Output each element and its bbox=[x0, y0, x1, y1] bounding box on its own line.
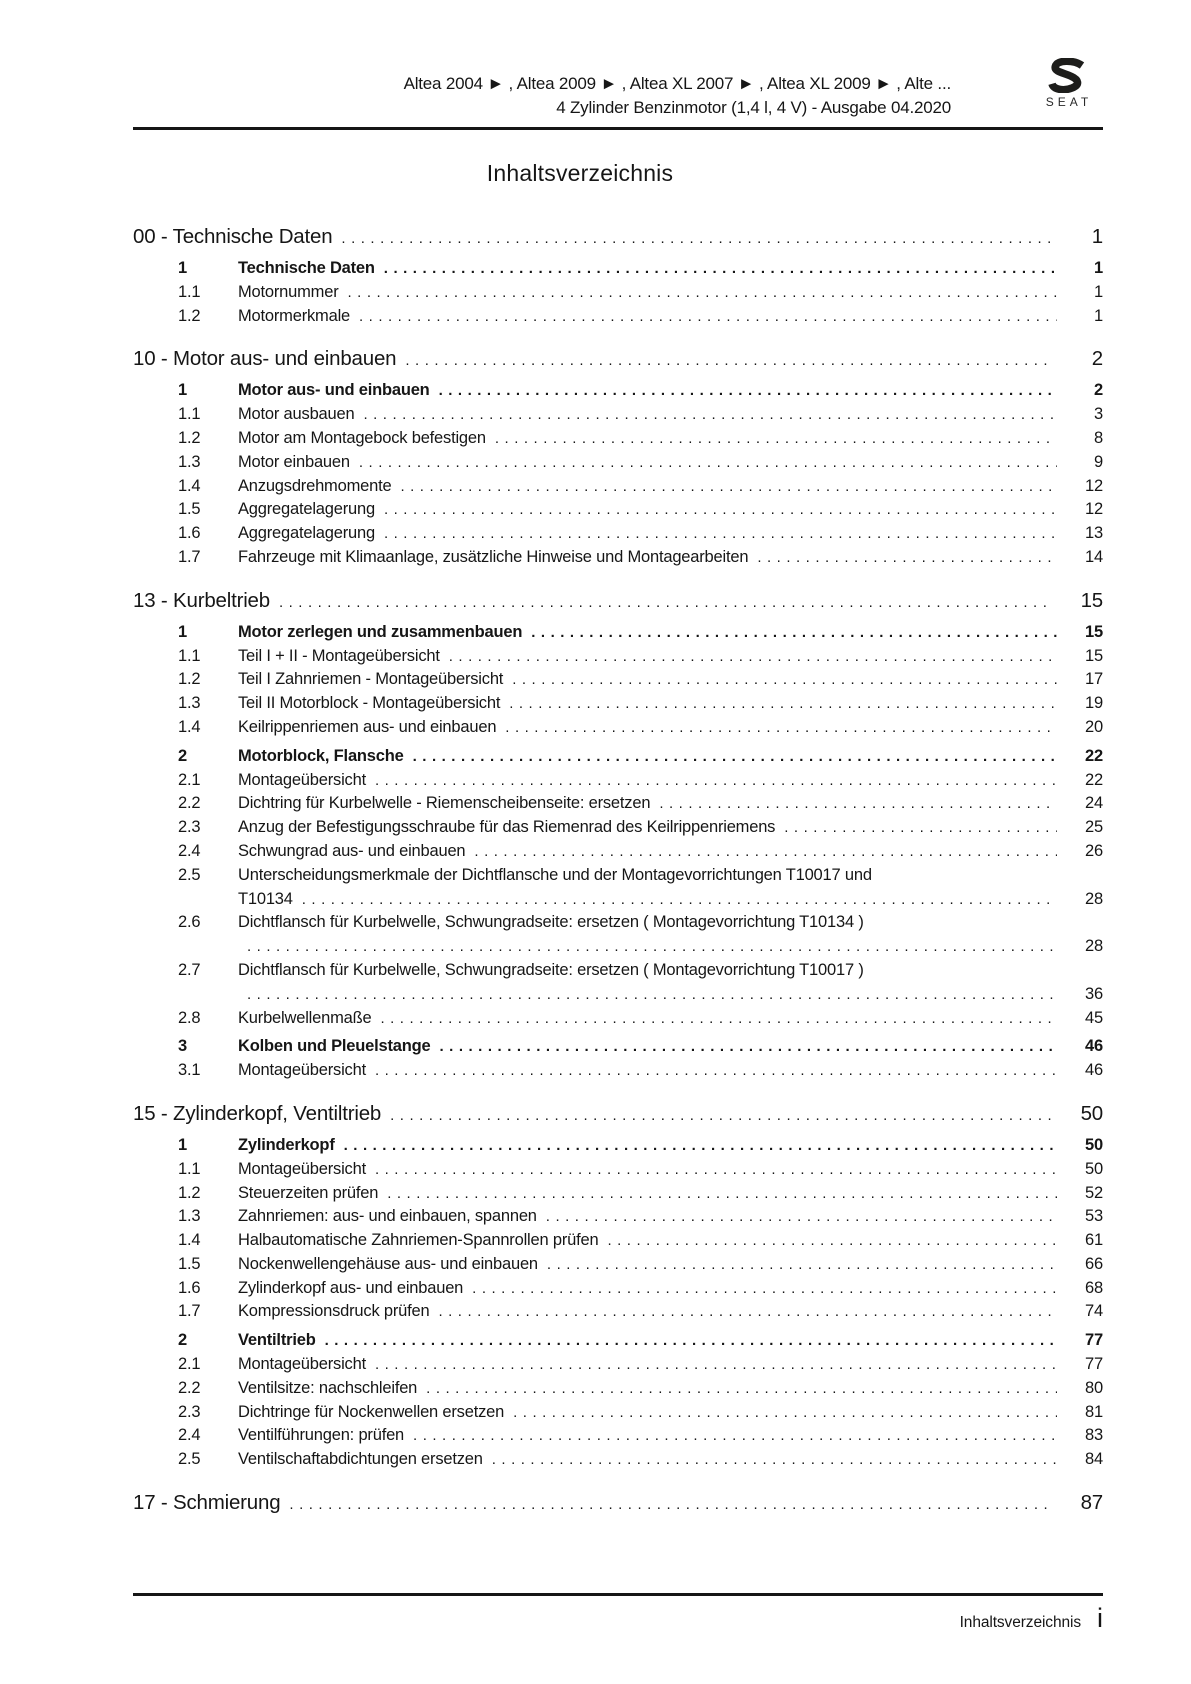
toc-entry-label: Teil I + II - Montageübersicht bbox=[238, 646, 440, 665]
toc-entry-number: 1 bbox=[178, 381, 187, 400]
toc-entry-number: 2.2 bbox=[178, 1378, 201, 1397]
toc-entry-label: Zylinderkopf bbox=[238, 1135, 335, 1154]
table-of-contents bbox=[133, 223, 1103, 1518]
dot-leader bbox=[390, 1100, 1051, 1129]
toc-entry[interactable] bbox=[133, 1035, 1103, 1059]
toc-entry-label: Keilrippenriemen aus- und einbauen bbox=[238, 717, 497, 736]
dot-leader bbox=[531, 621, 1057, 645]
toc-entry-page: 1 bbox=[1094, 259, 1103, 277]
toc-entry-number: 2.6 bbox=[178, 913, 201, 932]
toc-entry-page: 8 bbox=[1094, 428, 1103, 447]
toc-entry-label: Montageübersicht bbox=[238, 1159, 366, 1178]
dot-leader bbox=[474, 840, 1057, 864]
toc-entry[interactable] bbox=[133, 1277, 1103, 1301]
dot-leader bbox=[363, 403, 1057, 427]
toc-entry[interactable] bbox=[133, 911, 1103, 935]
toc-entry[interactable] bbox=[133, 1182, 1103, 1206]
toc-entry-label: Dichtring für Kurbelwelle - Riemenscheibenseite: ersetzen bbox=[238, 794, 651, 813]
toc-entry[interactable] bbox=[133, 1253, 1103, 1277]
toc-entry-number: 3.1 bbox=[178, 1061, 201, 1080]
toc-entry-number: 2.1 bbox=[178, 770, 201, 789]
toc-entry-label: Montageübersicht bbox=[238, 1355, 366, 1374]
toc-entry-page: 19 bbox=[1085, 694, 1103, 713]
toc-entry[interactable] bbox=[133, 816, 1103, 840]
toc-entry-label: Ventilsitze: nachschleifen bbox=[238, 1378, 418, 1397]
toc-entry-continuation[interactable] bbox=[133, 888, 1103, 912]
toc-entry-label: Dichtflansch für Kurbelwelle, Schwungradseite: ersetzen ( Montagevorrichtung T10134 ) bbox=[238, 913, 864, 932]
toc-entry-number: 1.4 bbox=[178, 476, 201, 495]
header-rule bbox=[133, 127, 1103, 130]
dot-leader bbox=[513, 1401, 1057, 1425]
toc-entry[interactable] bbox=[133, 1424, 1103, 1448]
toc-entry-page: 50 bbox=[1085, 1135, 1103, 1154]
toc-section-label: 17 - Schmierung bbox=[133, 1491, 281, 1515]
dot-leader bbox=[472, 1277, 1057, 1301]
dot-leader bbox=[341, 223, 1051, 252]
dot-leader bbox=[302, 888, 1057, 912]
toc-entry-number: 1.1 bbox=[178, 1159, 201, 1178]
toc-entry-number: 2.3 bbox=[178, 1402, 201, 1421]
toc-entry-page: 22 bbox=[1085, 770, 1103, 789]
toc-entry-page: 52 bbox=[1085, 1183, 1103, 1202]
toc-entry-page: 36 bbox=[1085, 984, 1103, 1003]
toc-entry[interactable] bbox=[133, 1059, 1103, 1083]
dot-leader bbox=[387, 1182, 1057, 1206]
toc-entry-label: Halbautomatische Zahnriemen-Spannrollen prüfen bbox=[238, 1231, 599, 1250]
toc-entry-page: 1 bbox=[1094, 306, 1103, 325]
toc-entry[interactable] bbox=[133, 668, 1103, 692]
dot-leader bbox=[375, 769, 1057, 793]
toc-entry[interactable] bbox=[133, 959, 1103, 983]
toc-entry-label: Motornummer bbox=[238, 282, 339, 301]
toc-entry[interactable] bbox=[133, 1448, 1103, 1472]
header-models-line: Altea 2004 ► , Altea 2009 ► , Altea XL 2007 ► , Altea XL 2009 ► , Alte ... bbox=[403, 74, 951, 93]
toc-entry-label: Kolben und Pleuelstange bbox=[238, 1037, 431, 1056]
toc-entry-page: 83 bbox=[1085, 1426, 1103, 1445]
toc-entry-number: 2.1 bbox=[178, 1355, 201, 1374]
toc-entry-page: 20 bbox=[1085, 717, 1103, 736]
toc-entry-label: Anzugsdrehmomente bbox=[238, 476, 392, 495]
dot-leader bbox=[405, 345, 1051, 374]
toc-entry[interactable] bbox=[133, 1300, 1103, 1324]
toc-entry[interactable] bbox=[133, 745, 1103, 769]
toc-entry[interactable] bbox=[133, 451, 1103, 475]
dot-leader bbox=[375, 1353, 1057, 1377]
toc-section-page: 15 bbox=[1080, 588, 1103, 612]
toc-entry-label: Zahnriemen: aus- und einbauen, spannen bbox=[238, 1207, 537, 1226]
toc-entry-label: Teil II Motorblock - Montageübersicht bbox=[238, 694, 501, 713]
toc-entry-label: Dichtringe für Nockenwellen ersetzen bbox=[238, 1402, 505, 1421]
toc-entry-label: Nockenwellengehäuse aus- und einbauen bbox=[238, 1254, 538, 1273]
toc-entry[interactable] bbox=[133, 1134, 1103, 1158]
toc-entry-page: 26 bbox=[1085, 841, 1103, 860]
toc-entry-label: Motorblock, Flansche bbox=[238, 746, 404, 765]
toc-entry-number: 1.3 bbox=[178, 1207, 201, 1226]
toc-entry[interactable] bbox=[133, 305, 1103, 329]
toc-entry-number: 1 bbox=[178, 1135, 187, 1154]
toc-entry-number: 1.6 bbox=[178, 1278, 201, 1297]
toc-entry-number: 1.4 bbox=[178, 1231, 201, 1250]
dot-leader bbox=[509, 692, 1057, 716]
header-subtitle-line: 4 Zylinder Benzinmotor (1,4 l, 4 V) - Ausgabe 04.2020 bbox=[556, 98, 951, 117]
toc-entry[interactable] bbox=[133, 498, 1103, 522]
dot-leader bbox=[512, 668, 1057, 692]
toc-entry-number: 1.3 bbox=[178, 694, 201, 713]
dot-leader bbox=[659, 792, 1057, 816]
dot-leader bbox=[359, 305, 1057, 329]
toc-entry[interactable] bbox=[133, 546, 1103, 570]
toc-entry-number: 2.4 bbox=[178, 1426, 201, 1445]
dot-leader bbox=[505, 716, 1057, 740]
dot-leader bbox=[439, 379, 1057, 403]
toc-entry-number: 2 bbox=[178, 1331, 187, 1350]
toc-entry[interactable] bbox=[133, 645, 1103, 669]
seat-wordmark: SEAT bbox=[1045, 95, 1093, 109]
toc-entry[interactable] bbox=[133, 1329, 1103, 1353]
dot-leader bbox=[426, 1377, 1057, 1401]
toc-entry-number: 1.2 bbox=[178, 1183, 201, 1202]
toc-entry-label: Schwungrad aus- und einbauen bbox=[238, 841, 466, 860]
dot-leader bbox=[607, 1229, 1057, 1253]
toc-entry-label: Aggregatelagerung bbox=[238, 524, 375, 543]
dot-leader bbox=[449, 645, 1057, 669]
toc-entry-label: Kompressionsdruck prüfen bbox=[238, 1302, 430, 1321]
dot-leader bbox=[438, 1300, 1057, 1324]
toc-entry-label-continued: T10134 bbox=[238, 889, 293, 908]
toc-section-page: 1 bbox=[1091, 225, 1103, 248]
footer-page-number: i bbox=[1097, 1603, 1103, 1633]
dot-leader bbox=[247, 983, 1057, 1007]
toc-entry-label: Dichtflansch für Kurbelwelle, Schwungradseite: ersetzen ( Montagevorrichtung T10017 ) bbox=[238, 960, 864, 979]
dot-leader bbox=[247, 935, 1057, 959]
toc-entry-page: 74 bbox=[1085, 1302, 1103, 1321]
toc-section-label: 10 - Motor aus- und einbauen bbox=[133, 347, 397, 371]
toc-entry-label: Montageübersicht bbox=[238, 1061, 366, 1080]
toc-entry-page: 2 bbox=[1094, 381, 1103, 400]
toc-entry[interactable] bbox=[133, 427, 1103, 451]
dot-leader bbox=[289, 1489, 1051, 1518]
toc-entry-number: 1.7 bbox=[178, 1302, 201, 1321]
toc-entry-number: 1.2 bbox=[178, 306, 201, 325]
dot-leader bbox=[413, 1424, 1057, 1448]
toc-entry-number: 2.8 bbox=[178, 1008, 201, 1027]
toc-section-page: 2 bbox=[1091, 347, 1103, 371]
toc-entry-label: Anzug der Befestigungsschraube für das Riemenrad des Keilrippenriemens bbox=[238, 818, 776, 837]
toc-entry-label: Ventilschaftabdichtungen ersetzen bbox=[238, 1450, 483, 1469]
toc-entry[interactable] bbox=[133, 621, 1103, 645]
toc-entry-page: 50 bbox=[1085, 1159, 1103, 1178]
toc-section-heading[interactable] bbox=[133, 587, 1103, 616]
toc-entry[interactable] bbox=[133, 864, 1103, 888]
toc-entry-number: 1 bbox=[178, 622, 187, 641]
toc-entry-page: 3 bbox=[1094, 405, 1103, 424]
toc-entry-page: 12 bbox=[1085, 500, 1103, 519]
toc-entry[interactable] bbox=[133, 1007, 1103, 1031]
toc-entry-label: Steuerzeiten prüfen bbox=[238, 1183, 379, 1202]
toc-section-page: 87 bbox=[1080, 1491, 1103, 1515]
toc-entry[interactable] bbox=[133, 692, 1103, 716]
header-text-block bbox=[133, 0, 1103, 120]
dot-leader bbox=[359, 451, 1057, 475]
toc-entry-page: 28 bbox=[1085, 937, 1103, 956]
dot-leader bbox=[344, 1134, 1057, 1158]
toc-section-heading[interactable] bbox=[133, 1100, 1103, 1129]
toc-entry-label: Aggregatelagerung bbox=[238, 500, 375, 519]
toc-entry[interactable] bbox=[133, 522, 1103, 546]
toc-entry-number: 2.4 bbox=[178, 841, 201, 860]
toc-entry-number: 1.7 bbox=[178, 547, 201, 566]
toc-entry-page: 13 bbox=[1085, 524, 1103, 543]
toc-entry-number: 2.5 bbox=[178, 1450, 201, 1469]
toc-section-label: 13 - Kurbeltrieb bbox=[133, 588, 270, 612]
toc-entry-continuation[interactable] bbox=[133, 935, 1103, 959]
toc-entry-page: 24 bbox=[1085, 794, 1103, 813]
dot-leader bbox=[547, 1253, 1057, 1277]
toc-entry-number: 1.1 bbox=[178, 405, 201, 424]
toc-entry-label: Technische Daten bbox=[238, 259, 375, 277]
toc-entry-page: 17 bbox=[1085, 670, 1103, 689]
toc-entry-label: Motor einbauen bbox=[238, 452, 350, 471]
page-header bbox=[0, 0, 1191, 130]
dot-leader bbox=[495, 427, 1057, 451]
toc-entry-number: 1.5 bbox=[178, 500, 201, 519]
toc-entry[interactable] bbox=[133, 769, 1103, 793]
toc-entry-page: 45 bbox=[1085, 1008, 1103, 1027]
footer-rule bbox=[133, 1593, 1103, 1596]
toc-entry-label: Ventiltrieb bbox=[238, 1331, 316, 1350]
dot-leader bbox=[757, 546, 1057, 570]
toc-entry[interactable] bbox=[133, 475, 1103, 499]
toc-entry-label: Teil I Zahnriemen - Montageübersicht bbox=[238, 670, 504, 689]
toc-entry-page: 22 bbox=[1085, 746, 1103, 765]
toc-entry[interactable] bbox=[133, 1401, 1103, 1425]
footer-label: Inhaltsverzeichnis bbox=[959, 1614, 1081, 1631]
dot-leader bbox=[546, 1205, 1057, 1229]
toc-entry-label: Montageübersicht bbox=[238, 770, 366, 789]
toc-section-label: 00 - Technische Daten bbox=[133, 225, 333, 248]
toc-entry-page: 68 bbox=[1085, 1278, 1103, 1297]
toc-entry-page: 53 bbox=[1085, 1207, 1103, 1226]
toc-entry-number: 2.7 bbox=[178, 960, 201, 979]
toc-entry-number: 2.2 bbox=[178, 794, 201, 813]
toc-entry-label: Fahrzeuge mit Klimaanlage, zusätzliche Hinweise und Montagearbeiten bbox=[238, 547, 749, 566]
toc-entry-number: 1.4 bbox=[178, 717, 201, 736]
toc-section-heading[interactable] bbox=[133, 345, 1103, 374]
toc-entry-number: 1.6 bbox=[178, 524, 201, 543]
dot-leader bbox=[348, 281, 1058, 305]
toc-entry[interactable] bbox=[133, 1229, 1103, 1253]
seat-s-icon bbox=[1035, 58, 1099, 93]
toc-entry-number: 2 bbox=[178, 746, 187, 765]
toc-entry[interactable] bbox=[133, 792, 1103, 816]
toc-entry-number: 1.3 bbox=[178, 452, 201, 471]
toc-entry[interactable] bbox=[133, 379, 1103, 403]
toc-entry-page: 84 bbox=[1085, 1450, 1103, 1469]
toc-section-heading[interactable] bbox=[133, 1489, 1103, 1518]
toc-entry-label: Motor zerlegen und zusammenbauen bbox=[238, 622, 523, 641]
toc-entry-number: 1 bbox=[178, 259, 187, 277]
toc-entry-label: Motormerkmale bbox=[238, 306, 351, 325]
toc-entry-number: 1.5 bbox=[178, 1254, 201, 1273]
toc-entry-page: 15 bbox=[1085, 646, 1103, 665]
toc-entry-label: Zylinderkopf aus- und einbauen bbox=[238, 1278, 464, 1297]
seat-logo bbox=[1035, 58, 1099, 109]
dot-leader bbox=[375, 1059, 1057, 1083]
toc-entry[interactable] bbox=[133, 1377, 1103, 1401]
dot-leader bbox=[380, 1007, 1057, 1031]
toc-entry[interactable] bbox=[133, 281, 1103, 305]
toc-entry-page: 25 bbox=[1085, 818, 1103, 837]
toc-entry[interactable] bbox=[133, 1158, 1103, 1182]
dot-leader bbox=[384, 257, 1057, 281]
toc-entry[interactable] bbox=[133, 1353, 1103, 1377]
toc-entry[interactable] bbox=[133, 840, 1103, 864]
toc-entry-page: 15 bbox=[1085, 622, 1103, 641]
dot-leader bbox=[384, 522, 1057, 546]
toc-entry-label: Motor aus- und einbauen bbox=[238, 381, 430, 400]
dot-leader bbox=[492, 1448, 1057, 1472]
dot-leader bbox=[413, 745, 1057, 769]
toc-entry[interactable] bbox=[133, 1205, 1103, 1229]
toc-entry-page: 1 bbox=[1094, 282, 1103, 301]
toc-entry-page: 46 bbox=[1085, 1061, 1103, 1080]
toc-entry-number: 1.1 bbox=[178, 282, 201, 301]
toc-entry-label: Motor am Montagebock befestigen bbox=[238, 428, 486, 447]
toc-entry-label: Motor ausbauen bbox=[238, 405, 355, 424]
toc-section-heading[interactable] bbox=[133, 223, 1103, 252]
toc-entry-page: 77 bbox=[1085, 1355, 1103, 1374]
dot-leader bbox=[375, 1158, 1057, 1182]
page-footer bbox=[133, 1586, 1103, 1632]
toc-entry-page: 46 bbox=[1085, 1037, 1103, 1056]
dot-leader bbox=[325, 1329, 1057, 1353]
toc-entry[interactable] bbox=[133, 403, 1103, 427]
toc-section-label: 15 - Zylinderkopf, Ventiltrieb bbox=[133, 1101, 382, 1125]
toc-entry[interactable] bbox=[133, 716, 1103, 740]
toc-entry-page: 77 bbox=[1085, 1331, 1103, 1350]
toc-entry-page: 81 bbox=[1085, 1402, 1103, 1421]
dot-leader bbox=[279, 587, 1051, 616]
toc-entry[interactable] bbox=[133, 257, 1103, 281]
toc-entry-page: 80 bbox=[1085, 1378, 1103, 1397]
dot-leader bbox=[400, 475, 1057, 499]
toc-entry-page: 12 bbox=[1085, 476, 1103, 495]
toc-entry-page: 14 bbox=[1085, 547, 1103, 566]
toc-entry-page: 61 bbox=[1085, 1231, 1103, 1250]
dot-leader bbox=[784, 816, 1057, 840]
toc-entry-page: 9 bbox=[1094, 452, 1103, 471]
toc-entry-number: 1.2 bbox=[178, 428, 201, 447]
toc-entry-number: 3 bbox=[178, 1037, 187, 1056]
toc-entry-number: 2.3 bbox=[178, 818, 201, 837]
toc-entry-label: Kurbelwellenmaße bbox=[238, 1008, 372, 1027]
dot-leader bbox=[440, 1035, 1057, 1059]
page-title: Inhaltsverzeichnis bbox=[486, 160, 674, 186]
toc-entry-continuation[interactable] bbox=[133, 983, 1103, 1007]
dot-leader bbox=[384, 498, 1057, 522]
toc-entry-number: 1.2 bbox=[178, 670, 201, 689]
toc-entry-label: Ventilführungen: prüfen bbox=[238, 1426, 405, 1445]
toc-section-page: 50 bbox=[1080, 1101, 1103, 1125]
toc-entry-number: 2.5 bbox=[178, 865, 201, 884]
toc-entry-page: 66 bbox=[1085, 1254, 1103, 1273]
toc-entry-number: 1.1 bbox=[178, 646, 201, 665]
toc-entry-label: Unterscheidungsmerkmale der Dichtflansche und der Montagevorrichtungen T10017 und bbox=[238, 865, 872, 884]
toc-entry-page: 28 bbox=[1085, 889, 1103, 908]
